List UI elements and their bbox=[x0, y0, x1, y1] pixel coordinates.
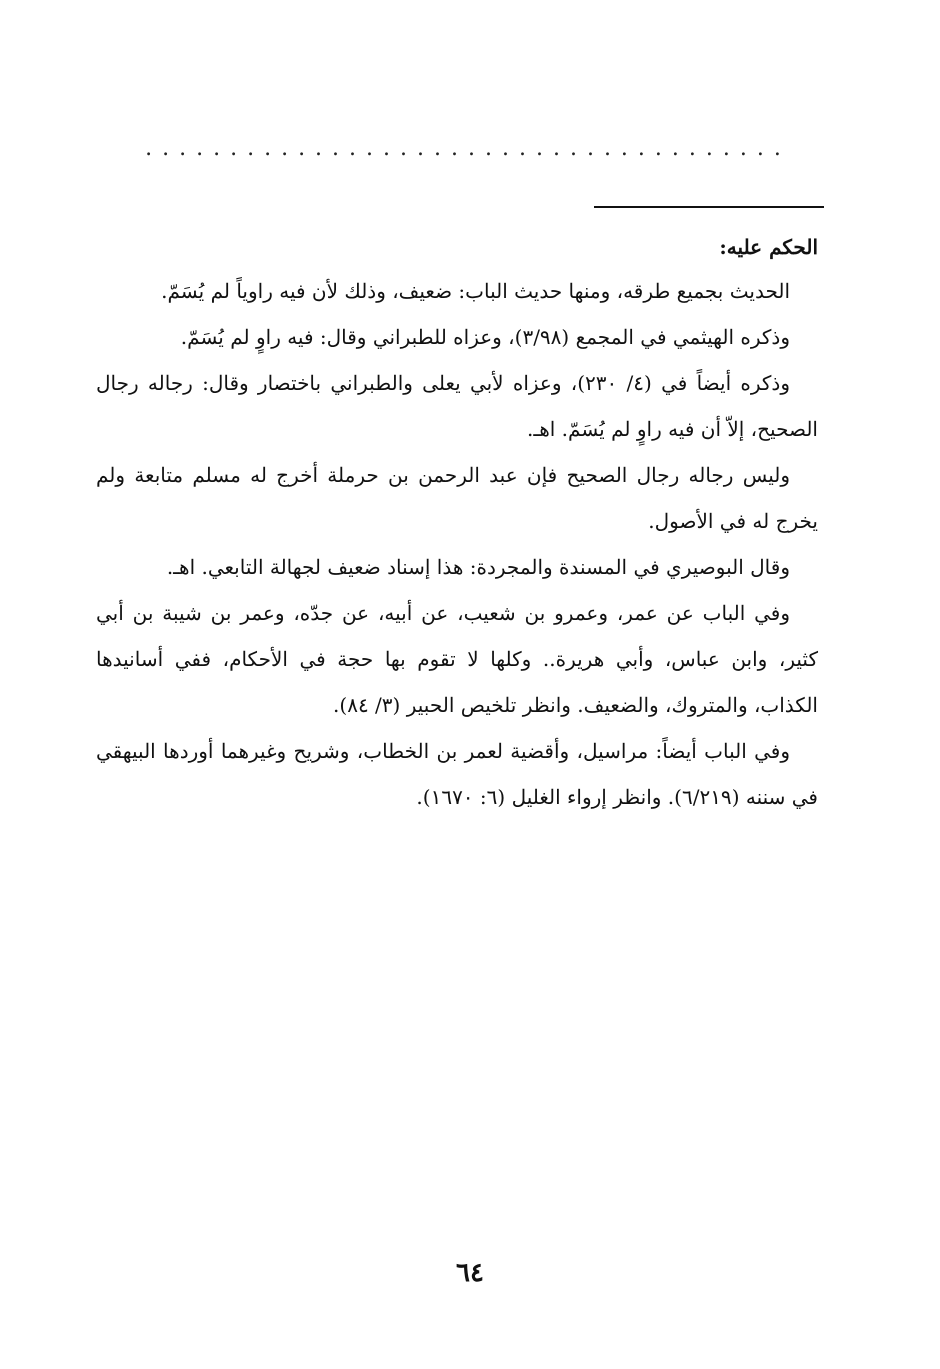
paragraph-narrators: وليس رجاله رجال الصحيح فإن عبد الرحمن بن حرملة أخرج له مسلم متابعة ولم يخرج له في الأصول. bbox=[96, 463, 818, 533]
paragraph-other-chains: وفي الباب عن عمر، وعمرو بن شعيب، عن أبيه، عن جدّه، وعمر بن شيبة بن أبي كثير، وابن عباس، وأبي هريرة.. وكلها لا تقوم بها حجة في الأحكام، ففي أسانيدها الكذاب، والمتروك، والضعيف. وانظر تلخيص الحبير (٣/ ٨٤). bbox=[96, 601, 818, 717]
section-heading: الحكم عليه: bbox=[719, 235, 818, 259]
footnote-rule bbox=[594, 206, 824, 208]
page-number: ٦٤ bbox=[456, 1258, 484, 1288]
dotted-separator: ...................................... bbox=[145, 136, 791, 161]
paragraph-busiri: وقال البوصيري في المسندة والمجردة: هذا إسناد ضعيف لجهالة التابعي. اهـ. bbox=[166, 555, 790, 579]
paragraph-haythami: وذكره الهيثمي في المجمع (٣/٩٨)، وعزاه للطبراني وقال: فيه راوٍ لم يُسَمّ. bbox=[180, 325, 790, 349]
paragraph-ruling: الحديث بجميع طرقه، ومنها حديث الباب: ضعيف، وذلك لأن فيه راوياً لم يُسَمّ. bbox=[161, 279, 790, 303]
paragraph-mursal: وفي الباب أيضاً: مراسيل، وأقضية لعمر بن الخطاب، وشريح وغيرهما أوردها البيهقي في سننه (٦/٢١٩). وانظر إرواء الغليل (٦: ١٦٧٠). bbox=[96, 739, 818, 809]
paragraph-haythami-2: وذكره أيضاً في (٤/ ٢٣٠)، وعزاه لأبي يعلى والطبراني باختصار وقال: رجاله رجال الصحيح، إلاّ أن فيه راوٍ لم يُسَمّ. اهـ. bbox=[96, 371, 818, 441]
page-body bbox=[96, 232, 818, 820]
